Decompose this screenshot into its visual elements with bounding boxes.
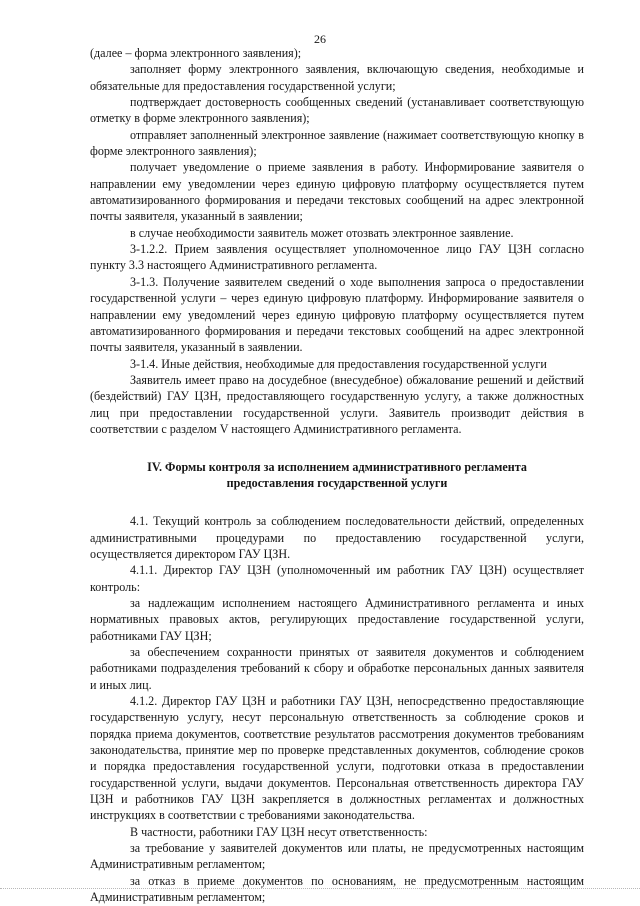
paragraph: 4.1. Текущий контроль за соблюдением последовательности действий, определенных административными процедурами по предоставлению государственной услуги, осуществляется директором ГАУ ЦЗН. [90, 514, 584, 561]
document-body [90, 45, 584, 906]
paragraph: 4.1.2. Директор ГАУ ЦЗН и работники ГАУ ЦЗН, непосредственно предоставляющие государственную услугу, несут персональную ответственность за соблюдение сроков и порядка приема документов, соответствие результатов рассмотрения документов требованиям законодательства, принятие мер по проверке представленных документов, соблюдение сроков и порядка предоставления государственной услуги, подготовки отказа в предоставлении государственной услуги, выдачи документов. Персональная ответственность директора ГАУ ЦЗН и работников ГАУ ЦЗН закрепляется в должностных регламентах и должностных инструкциях в соответствии с требованиями законодательства. [90, 694, 584, 823]
section-three-text [90, 45, 584, 437]
page-number: 26 [314, 32, 326, 46]
paragraph: за требование у заявителей документов или платы, не предусмотренных настоящим Административным регламентом; [90, 841, 584, 872]
paragraph: 3-1.4. Иные действия, необходимые для предоставления государственной услуги [130, 356, 547, 371]
paragraph: заполняет форму электронного заявления, включающую сведения, необходимые и обязательные для предоставления государственной услуги; [90, 62, 584, 93]
paragraph: за обеспечением сохранности принятых от заявителя документов и соблюдением работниками подразделения требований к сбору и обработке персональных данных заявителя и иных лиц. [90, 645, 584, 692]
paragraph: отправляет заполненный электронное заявление (нажимает соответствующую кнопку в форме электронного заявления); [90, 127, 584, 159]
paragraph: в случае необходимости заявитель может отозвать электронное заявление. [130, 225, 514, 240]
paragraph: 3-1.2.2. Прием заявления осуществляет уполномоченное лицо ГАУ ЦЗН согласно пункту 3.3 настоящего Административного регламента. [90, 242, 584, 273]
scan-edge-line [0, 888, 640, 889]
paragraph: 3-1.3. Получение заявителем сведений о ходе выполнения запроса о предоставлении государственной услуги – через единую цифровую платформу. Информирование заявителя о направлении ему уведомлений через единую цифровую платформу осуществляется путем автоматизированного формирования и передачи текстовых сообщений на адрес электронной почты заявителя, указанный в заявлении. [90, 274, 584, 355]
paragraph: Заявитель имеет право на досудебное (внесудебное) обжалование решений и действий (бездействий) ГАУ ЦЗН, предоставляющего государственную услугу, а также должностных лиц при предоставлении государственной услуги. Заявитель производит действия в соответствии с разделом V настоящего Административного регламента. [90, 372, 584, 436]
section-heading-line1: IV. Формы контроля за исполнением административного регламента [147, 460, 527, 475]
section-heading [90, 459, 584, 491]
paragraph: подтверждает достоверность сообщенных сведений (устанавливает соответствующую отметку в форме электронного заявления); [90, 95, 584, 126]
paragraph: за отказ в приеме документов по основаниям, не предусмотренным настоящим Административным регламентом; [90, 873, 584, 905]
paragraph: 4.1.1. Директор ГАУ ЦЗН (уполномоченный им работник ГАУ ЦЗН) осуществляет контроль: [90, 563, 584, 594]
section-four-text [90, 513, 584, 905]
section-heading-line2: предоставления государственной услуги [226, 476, 448, 491]
paragraph: В частности, работники ГАУ ЦЗН несут ответственность: [130, 824, 428, 839]
paragraph: (далее – форма электронного заявления); [90, 46, 302, 60]
paragraph: получает уведомление о приеме заявления в работу. Информирование заявителя о направлении ему уведомлении через единую цифровую платформу осуществляется путем автоматизированного формирования и передачи текстовых сообщений на адрес электронной почты заявителя, указанный в заявлении; [90, 160, 584, 224]
paragraph: за надлежащим исполнением настоящего Административного регламента и иных нормативных правовых актов, регулирующих предоставление государственной услуги, работниками ГАУ ЦЗН; [90, 595, 584, 643]
